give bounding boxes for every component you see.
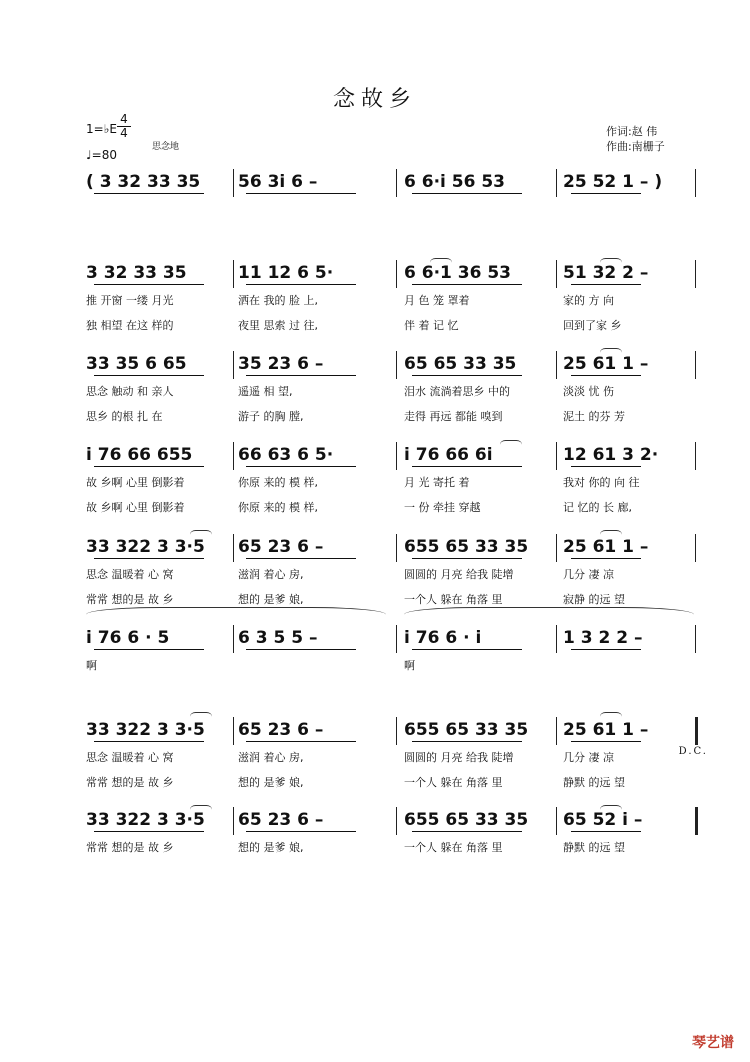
lyric-line-1: 啊	[404, 659, 415, 672]
beam-underline	[246, 649, 356, 650]
lyric-line-2: 泥土 的芬 芳	[563, 410, 625, 423]
measure-notes: 25 61 1 –	[563, 354, 649, 374]
lyric-line-1: 滋润 着心 房,	[238, 568, 304, 581]
beam-underline	[94, 741, 204, 742]
beam-underline	[246, 741, 356, 742]
tie-slur	[190, 530, 212, 539]
measure-notes: i 76 6 · 5	[86, 628, 170, 648]
measure-notes: 25 61 1 –	[563, 537, 649, 557]
barline	[396, 351, 397, 379]
tie-slur	[600, 712, 622, 721]
barline	[556, 625, 557, 653]
barline	[556, 442, 557, 470]
lyric-line-1: 月 色 笼 罩着	[404, 294, 470, 307]
barline	[556, 169, 557, 197]
beam-underline	[412, 375, 522, 376]
tie-slur	[600, 348, 622, 357]
lyric-line-2: 你原 来的 模 样,	[238, 501, 318, 514]
lyric-line-1: 你原 来的 模 样,	[238, 476, 318, 489]
lyric-line-1: 泪水 流淌着思乡 中的	[404, 385, 510, 398]
lyric-line-1: 推 开窗 一缕 月光	[86, 294, 174, 307]
measure-notes: 6 6·1 36 53	[404, 263, 512, 283]
barline	[233, 534, 234, 562]
barline	[233, 351, 234, 379]
barline	[556, 807, 557, 835]
barline	[695, 442, 696, 470]
tie-slur	[600, 805, 622, 814]
tie-slur	[430, 258, 452, 267]
lyric-line-1: 想的 是爹 娘,	[238, 841, 304, 854]
measure-notes: i 76 6 · i	[404, 628, 482, 648]
beam-underline	[412, 558, 522, 559]
lyric-line-2: 一个人 躲在 角落 里	[404, 776, 503, 789]
beam-underline	[571, 284, 641, 285]
score-title: 念故乡	[332, 87, 417, 112]
measure-notes: i 76 66 655	[86, 445, 193, 465]
barline	[233, 807, 234, 835]
barline	[695, 351, 696, 379]
barline	[396, 442, 397, 470]
barline	[556, 351, 557, 379]
meter-bottom: 4	[117, 126, 131, 140]
measure-notes: 65 23 6 –	[238, 720, 324, 740]
lyric-line-1: 思念 温暖着 心 窝	[86, 568, 174, 581]
barline	[556, 534, 557, 562]
measure-notes: i 76 66 6i	[404, 445, 493, 465]
beam-underline	[94, 466, 204, 467]
lyric-line-2: 独 相望 在这 样的	[86, 319, 174, 332]
da-capo-mark: D.C.	[678, 746, 708, 757]
barline	[695, 260, 696, 288]
lyric-line-1: 滋润 着心 房,	[238, 751, 304, 764]
final-barline	[695, 717, 698, 745]
final-barline	[695, 807, 698, 835]
lyric-line-2: 记 忆的 长 廊,	[563, 501, 632, 514]
barline	[233, 717, 234, 745]
measure-notes: 65 52 i –	[563, 810, 643, 830]
beam-underline	[571, 649, 641, 650]
lyric-line-2: 想的 是爹 娘,	[238, 593, 304, 606]
lyric-line-2: 常常 想的是 故 乡	[86, 593, 174, 606]
composer-credit: 作曲:南栅子	[606, 140, 665, 153]
measure-notes: 65 23 6 –	[238, 810, 324, 830]
lyric-line-1: 圆圆的 月亮 给我 陡增	[404, 568, 514, 581]
beam-underline	[412, 193, 522, 194]
barline	[695, 534, 696, 562]
lyric-line-2: 静默 的远 望	[563, 776, 625, 789]
lyric-line-2: 故 乡啊 心里 倒影着	[86, 501, 185, 514]
beam-underline	[571, 741, 641, 742]
measure-notes: 25 52 1 – )	[563, 172, 663, 192]
measure-notes: 6 6·i 56 53	[404, 172, 506, 192]
measure-notes: 66 63 6 5·	[238, 445, 334, 465]
tempo-mark: ♩=80	[86, 148, 117, 162]
measure-notes: 51 32 2 –	[563, 263, 649, 283]
beam-underline	[94, 831, 204, 832]
measure-notes: 1 3 2 2 –	[563, 628, 643, 648]
lyric-line-1: 一个人 躲在 角落 里	[404, 841, 503, 854]
beam-underline	[412, 831, 522, 832]
lyric-line-2: 夜里 思索 过 往,	[238, 319, 318, 332]
lyric-line-1: 静默 的远 望	[563, 841, 625, 854]
barline	[233, 169, 234, 197]
measure-notes: 25 61 1 –	[563, 720, 649, 740]
beam-underline	[571, 375, 641, 376]
beam-underline	[412, 284, 522, 285]
barline	[396, 534, 397, 562]
tie-slur	[600, 258, 622, 267]
lyric-line-2: 游子 的胸 膛,	[238, 410, 304, 423]
beam-underline	[246, 375, 356, 376]
lyric-line-2: 一 份 牵挂 穿越	[404, 501, 481, 514]
lyric-line-1: 常常 想的是 故 乡	[86, 841, 174, 854]
barline	[396, 260, 397, 288]
beam-underline	[412, 649, 522, 650]
lyricist-credit: 作词:赵 伟	[606, 125, 658, 138]
barline	[695, 625, 696, 653]
lyric-line-1: 思念 温暖着 心 窝	[86, 751, 174, 764]
barline	[396, 717, 397, 745]
lyric-line-1: 故 乡啊 心里 倒影着	[86, 476, 185, 489]
measure-notes: 12 61 3 2·	[563, 445, 659, 465]
expression-mark: 思念地	[152, 142, 180, 152]
lyric-line-1: 淡淡 忧 伤	[563, 385, 614, 398]
beam-underline	[246, 193, 356, 194]
measure-notes: 3 32 33 35	[86, 263, 187, 283]
tie-slur	[190, 805, 212, 814]
lyric-line-1: 思念 触动 和 亲人	[86, 385, 174, 398]
measure-notes: ( 3 32 33 35	[86, 172, 201, 192]
lyric-line-1: 啊	[86, 659, 97, 672]
beam-underline	[571, 193, 641, 194]
measure-notes: 655 65 33 35	[404, 720, 529, 740]
beam-underline	[412, 466, 522, 467]
lyric-line-1: 遥遥 相 望,	[238, 385, 293, 398]
tie-slur	[500, 440, 522, 449]
barline	[233, 625, 234, 653]
measure-notes: 33 322 3 3·5	[86, 720, 205, 740]
barline	[396, 625, 397, 653]
beam-underline	[246, 558, 356, 559]
measure-notes: 11 12 6 5·	[238, 263, 334, 283]
barline	[695, 169, 696, 197]
lyric-line-2: 伴 着 记 忆	[404, 319, 459, 332]
barline	[556, 717, 557, 745]
measure-notes: 65 23 6 –	[238, 537, 324, 557]
lyric-line-2: 想的 是爹 娘,	[238, 776, 304, 789]
lyric-line-1: 圆圆的 月亮 给我 陡增	[404, 751, 514, 764]
beam-underline	[94, 649, 204, 650]
beam-underline	[94, 284, 204, 285]
meter-top: 4	[120, 112, 128, 126]
lyric-line-2: 常常 想的是 故 乡	[86, 776, 174, 789]
phrase-slur	[86, 607, 386, 622]
measure-notes: 33 35 6 65	[86, 354, 187, 374]
time-signature	[117, 113, 131, 140]
beam-underline	[571, 558, 641, 559]
watermark-logo: 琴艺谱	[692, 1035, 734, 1051]
lyric-line-1: 月 光 寄托 着	[404, 476, 470, 489]
measure-notes: 33 322 3 3·5	[86, 810, 205, 830]
beam-underline	[246, 831, 356, 832]
barline	[233, 442, 234, 470]
beam-underline	[94, 375, 204, 376]
measure-notes: 655 65 33 35	[404, 537, 529, 557]
barline	[396, 169, 397, 197]
lyric-line-1: 我对 你的 向 往	[563, 476, 640, 489]
measure-notes: 6 3 5 5 –	[238, 628, 318, 648]
beam-underline	[246, 284, 356, 285]
measure-notes: 655 65 33 35	[404, 810, 529, 830]
measure-notes: 56 3i 6 –	[238, 172, 318, 192]
phrase-slur	[404, 607, 694, 622]
lyric-line-2: 回到了家 乡	[563, 319, 622, 332]
lyric-line-2: 思乡 的根 扎 在	[86, 410, 163, 423]
measure-notes: 35 23 6 –	[238, 354, 324, 374]
beam-underline	[94, 558, 204, 559]
tie-slur	[190, 712, 212, 721]
beam-underline	[246, 466, 356, 467]
barline	[396, 807, 397, 835]
lyric-line-2: 寂静 的远 望	[563, 593, 625, 606]
barline	[556, 260, 557, 288]
barline	[233, 260, 234, 288]
measure-notes: 65 65 33 35	[404, 354, 517, 374]
lyric-line-2: 一个人 躲在 角落 里	[404, 593, 503, 606]
beam-underline	[94, 193, 204, 194]
measure-notes: 33 322 3 3·5	[86, 537, 205, 557]
beam-underline	[412, 741, 522, 742]
lyric-line-1: 几分 凄 凉	[563, 568, 614, 581]
key-signature: 1=♭E	[86, 122, 117, 136]
beam-underline	[571, 831, 641, 832]
beam-underline	[571, 466, 641, 467]
lyric-line-1: 家的 方 向	[563, 294, 614, 307]
lyric-line-1: 洒在 我的 脸 上,	[238, 294, 318, 307]
tie-slur	[600, 530, 622, 539]
lyric-line-1: 几分 凄 凉	[563, 751, 614, 764]
lyric-line-2: 走得 再远 都能 嗅到	[404, 410, 503, 423]
